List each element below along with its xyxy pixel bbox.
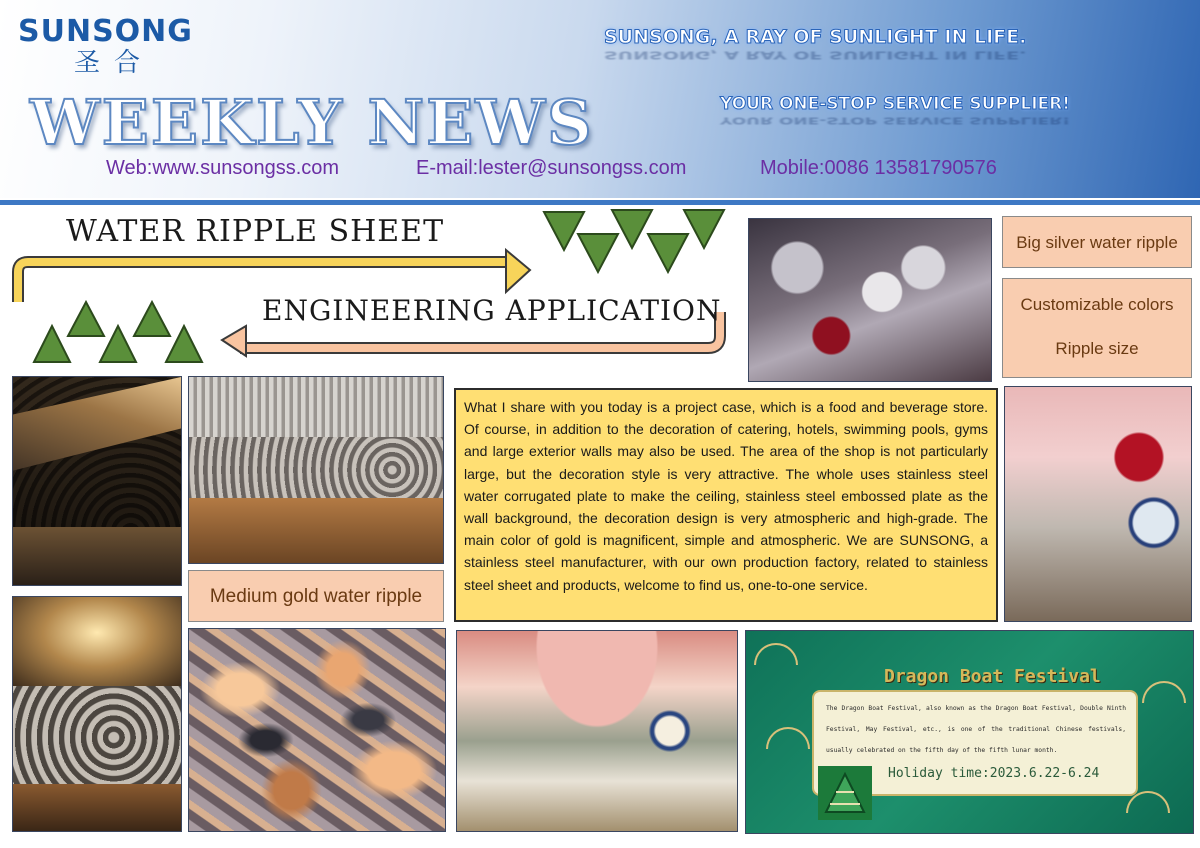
store-dining-photo (456, 630, 738, 832)
label-big-silver: Big silver water ripple (1002, 216, 1192, 268)
green-triangle-icons (34, 302, 202, 362)
slogan-reflection: YOUR ONE-STOP SERVICE SUPPLIER! (720, 114, 1071, 126)
pink-interior-photo (1004, 386, 1192, 622)
slogan-reflection: SUNSONG, A RAY OF SUNLIGHT IN LIFE. (604, 48, 1027, 62)
cloud-icon (754, 643, 798, 665)
article-text: What I share with you today is a project case, which is a food and beverage store. Of course, in addition to the decoration of catering, hotels, swimming pools, gyms and large exterior walls may also be used. The area of the shop is not particularly large, but the decoration style is very attractive. The whole uses stainless steel water corrugated plate to make the ceiling, stainless steel embossed plate as the wall background, the decoration design is very atmospheric and high-grade. The main color of gold is magnificent, simple and atmospheric. We are SUNSONG, a stainless steel manufacturer, with our own production factory, related to stainless steel sheet and products, welcome to find us, one-to-one service. (454, 388, 998, 622)
gold-ceiling-photo (12, 596, 182, 832)
label-customizable-colors: Customizable colors (1020, 295, 1174, 314)
festival-holiday-time: Holiday time:2023.6.22-6.24 (888, 766, 1100, 781)
cloud-icon (1142, 681, 1186, 703)
section-title: WATER RIPPLE SHEET (66, 214, 445, 249)
email-link[interactable]: E-mail:lester@sunsongss.com (416, 157, 687, 179)
silver-ceiling-photo (748, 218, 992, 382)
slogan-secondary: YOUR ONE-STOP SERVICE SUPPLIER! (720, 94, 1071, 114)
slogan-primary: SUNSONG, A RAY OF SUNLIGHT IN LIFE. (604, 26, 1027, 48)
gold-wall-photo (12, 376, 182, 586)
label-customizable (1002, 278, 1192, 378)
festival-description: The Dragon Boat Festival, also known as the Dragon Boat Festival, Double Ninth Festival, May Festival, etc., is one of the traditional Chinese festivals, usually celebrated on the fifth day of the fifth lunar month. (826, 705, 1126, 754)
logo-chinese: 圣合 (74, 48, 155, 78)
website-link[interactable]: Web:www.sunsongss.com (106, 157, 340, 179)
newsletter-title: WEEKLY NEWS (30, 86, 594, 159)
logo-text: SUNSONG (18, 14, 193, 49)
zongzi-icon (818, 766, 872, 820)
label-medium-gold: Medium gold water ripple (188, 570, 444, 622)
cloud-icon (766, 727, 810, 749)
green-triangle-icons (544, 210, 724, 272)
label-ripple-size: Ripple size (1055, 339, 1139, 358)
restaurant-interior-photo (188, 376, 444, 564)
mobile-number: Mobile:0086 13581790576 (760, 157, 997, 179)
section-subtitle: ENGINEERING APPLICATION (262, 294, 722, 327)
festival-title: Dragon Boat Festival (884, 666, 1101, 687)
gold-ripple-sheet-photo (188, 628, 446, 832)
